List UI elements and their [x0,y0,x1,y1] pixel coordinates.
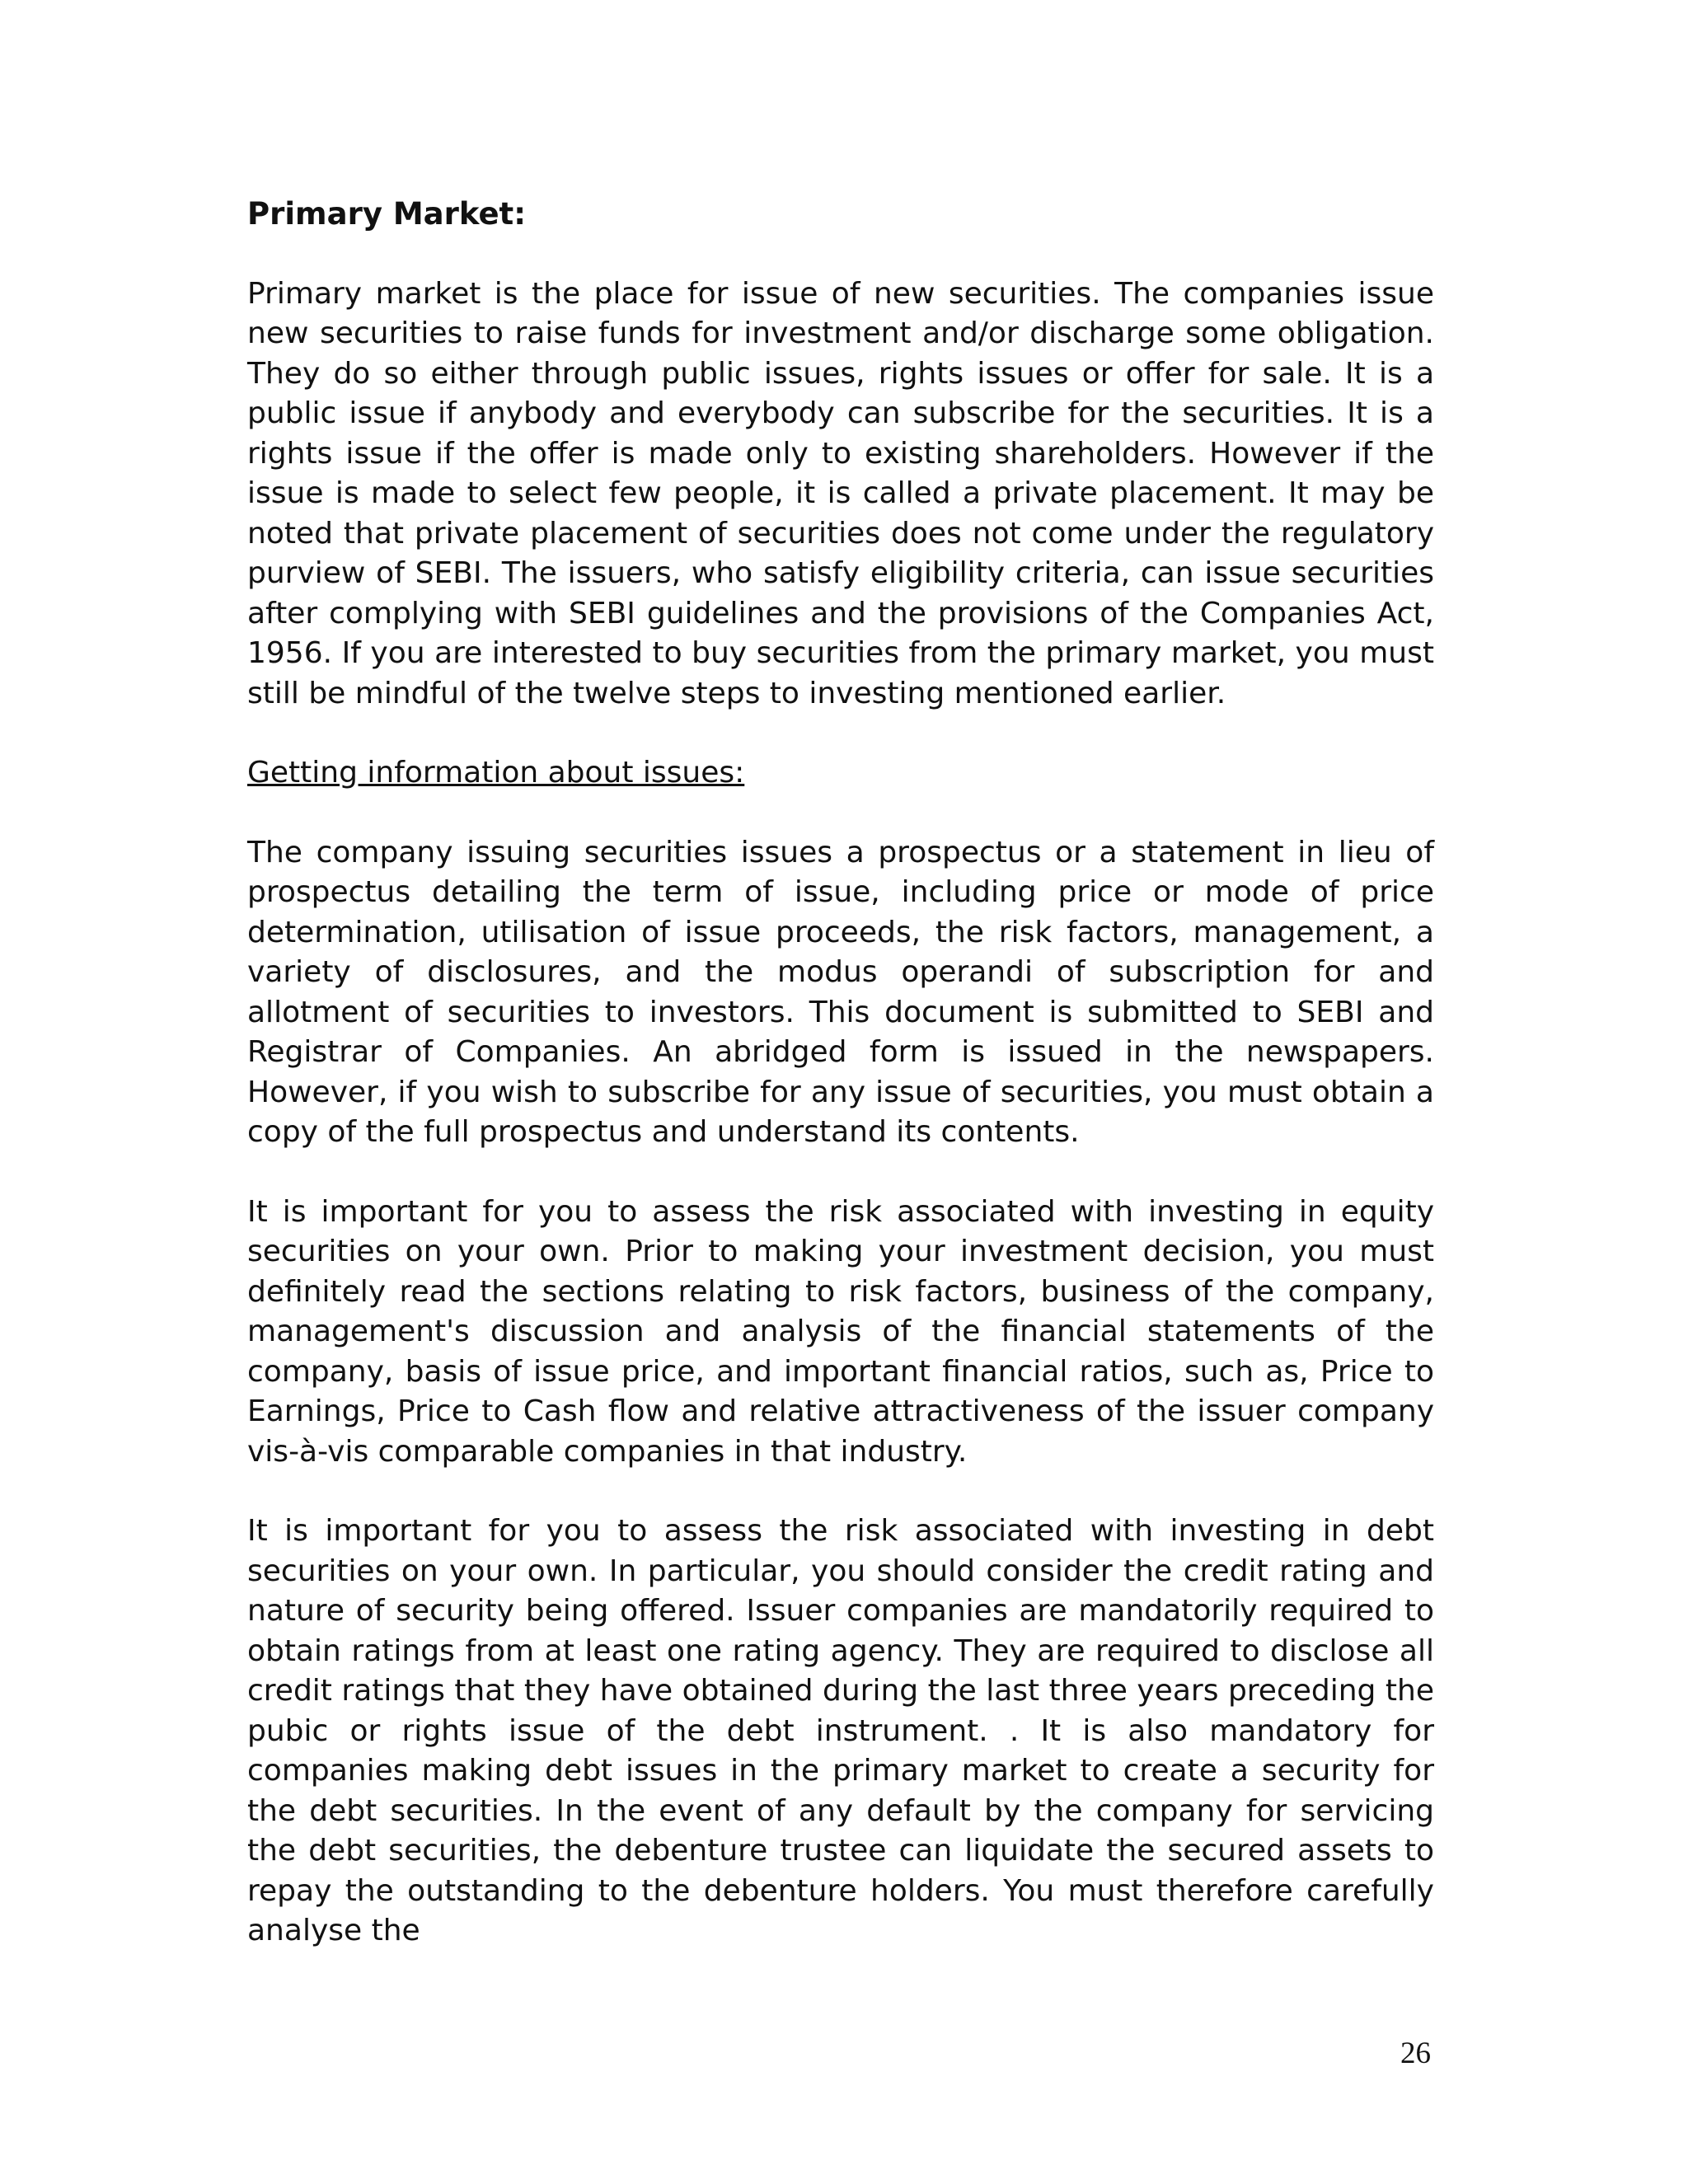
section-heading: Primary Market: [247,196,527,232]
paragraph-primary-market: Primary market is the place for issue of new securities. The companies issue new securities to raise funds for investment and/or discharge some obligation. They do so either through public issues, rights issues or offer for sale. It is a public issue if anybody and everybody can subscribe for the securities. It is a rights issue if the offer is made only to existing shareholders. However if the issue is made to select few people, it is called a private placement. It may be noted that private placement of securities does not come under the regulatory purview of SEBI. The issuers, who satisfy eligibility criteria, can issue securities after complying with SEBI guidelines and the provisions of the Companies Act, 1956. If you are interested to buy securities from the primary market, you must still be mindful of the twelve steps to investing mentioned earlier. [247,276,1434,710]
page-body [247,194,1434,1991]
paragraph-debt-risk: It is important for you to assess the risk associated with investing in debt securities on your own. In particular, you should consider the credit rating and nature of security being offered. Issuer companies are mandatorily required to obtain ratings from at least one rating agency. They are required to disclose all credit ratings that they have obtained during the last three years preceding the pubic or rights issue of the debt instrument. . It is also mandatory for companies making debt issues in the primary market to create a security for the debt securities. In the event of any default by the company for servicing the debt securities, the debenture trustee can liquidate the secured assets to repay the outstanding to the debenture holders. You must therefore carefully analyse the [247,1514,1434,1947]
page-number: 26 [1400,2036,1431,2070]
subsection-heading: Getting information about issues: [247,756,745,790]
paragraph-equity-risk: It is important for you to assess the risk associated with investing in equity securities on your own. Prior to making your investment decision, you must definitely read the sections relating to risk factors, business of the company, management's discussion and analysis of the financial statements of the company, basis of issue price, and important financial ratios, such as, Price to Earnings, Price to Cash flow and relative attractiveness of the issuer company vis-à-vis comparable companies in that industry. [247,1194,1434,1469]
paragraph-prospectus: The company issuing securities issues a prospectus or a statement in lieu of prospectus detailing the term of issue, including price or mode of price determination, utilisation of issue proceeds, the risk factors, management, a variety of disclosures, and the modus operandi of subscription for and allotment of securities to investors. This document is submitted to SEBI and Registrar of Companies. An abridged form is issued in the newspapers. However, if you wish to subscribe for any issue of securities, you must obtain a copy of the full prospectus and understand its contents. [247,835,1434,1149]
